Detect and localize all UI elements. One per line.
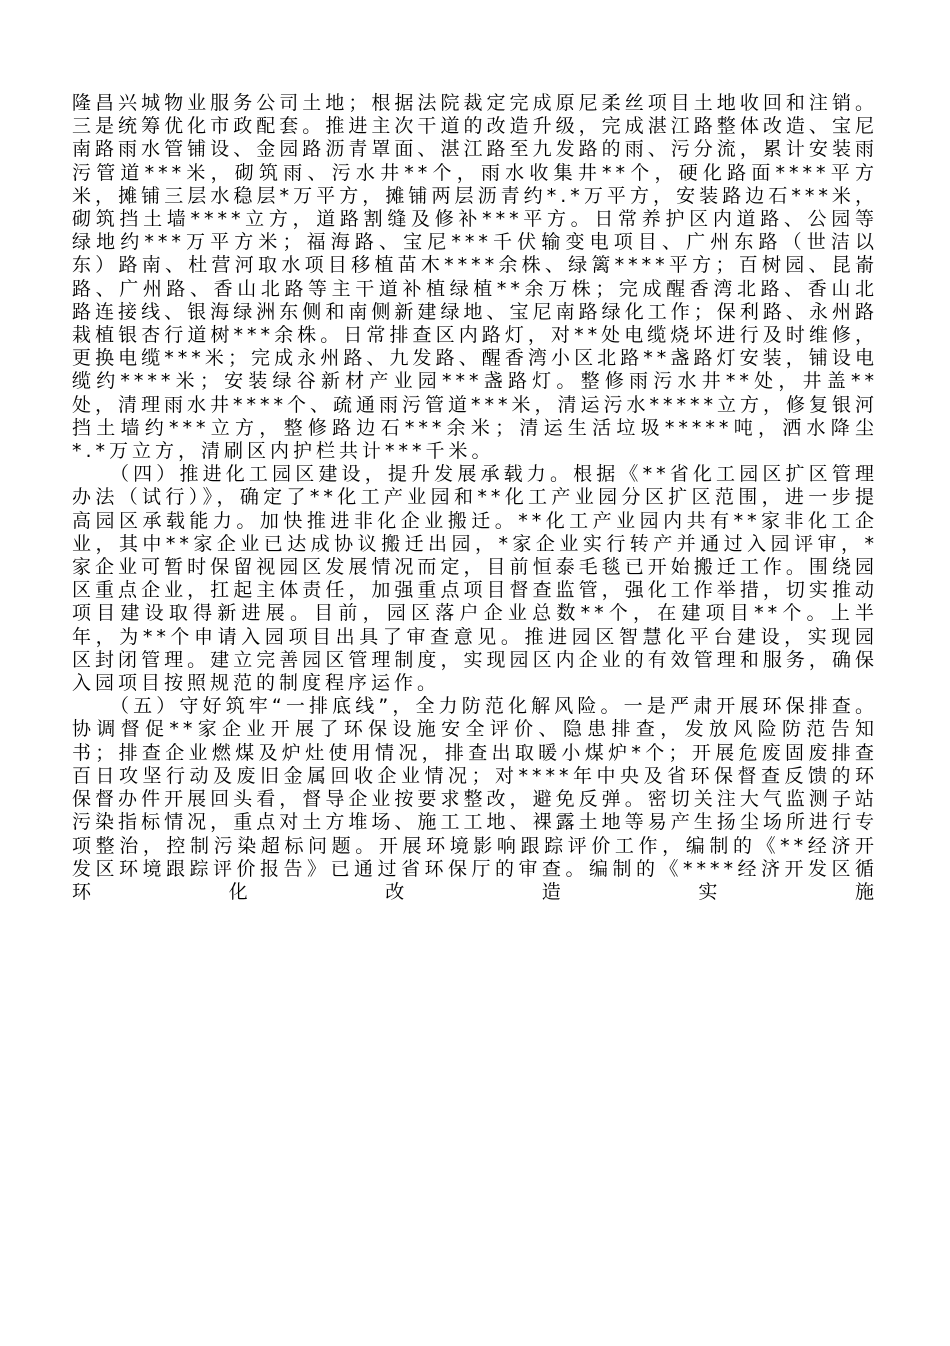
paragraph-chemical-park: （四）推进化工园区建设，提升发展承载力。根据《**省化工园区扩区管理办法（试行）》，确定了**化工产业园和**化工产业园分区扩区范围，进一步提高园区承载能力。加快推进非化企业搬迁。**化工产业园内共有**家非化工企业，其中**家企业已达成协议搬迁出园，*家企业实行转产并通过入园评审，*家企业可暂时保留视园区发展情况而定，目前恒泰毛毯已开始搬迁工作。围绕园区重点企业，扛起主体责任，加强重点项目督查监管，强化工作举措，切实推动项目建设取得新进展。目前，园区落户企业总数**个，在建项目**个。上半年，为**个申请入园项目出具了审查意见。推进园区智慧化平台建设，实现园区封闭管理。建立完善园区管理制度，实现园区内企业的有效管理和服务，确保入园项目按照规范的制度程序运作。	[72, 463, 878, 695]
paragraph-risk-prevention: （五）守好筑牢“一排底线”，全力防范化解风险。一是严肃开展环保排查。协调督促**家企业开展了环保设施安全评价、隐患排查，发放风险防范告知书；排查企业燃煤及炉灶使用情况，排查出取暖小煤炉*个；开展危废固废排查百日攻坚行动及废旧金属回收企业情况；对****年中央及省环保督查反馈的环保督办件开展回头看，督导企业按要求整改，避免反弹。密切关注大气监测子站污染指标情况，重点对土方堆场、施工工地、裸露土地等易产生扬尘场所进行专项整治，控制污染超标问题。开展环境影响跟踪评价工作，编制的《**经济开发区环境跟踪评价报告》已通过省环保厅的审查。编制的《****经济开发区循环化改造实施	[72, 695, 878, 903]
paragraph-municipal-facilities: 隆昌兴城物业服务公司土地；根据法院裁定完成原尼柔丝项目土地收回和注销。三是统筹优化市政配套。推进主次干道的改造升级，完成湛江路整体改造、宝尼南路雨水管铺设、金园路沥青罩面、湛江路至九发路的雨、污分流，累计安装雨污管道***米，砌筑雨、污水井**个，雨水收集井**个，硬化路面****平方米，摊铺三层水稳层*万平方，摊铺两层沥青约*.*万平方，安装路边石***米，砌筑挡土墙****立方，道路割缝及修补***平方。日常养护区内道路、公园等绿地约***万平方米；福海路、宝尼***千伏输变电项目、广州东路（世洁以东）路南、杜营河取水项目移植苗木****余株、绿篱****平方；百树园、昆嵛路、广州路、香山北路等主干道补植绿植**余万株；完成醒香湾北路、香山北路连接线、银海绿洲东侧和南侧新建绿地、宝尼南路绿化工作；保利路、永州路栽植银杏行道树***余株。日常排查区内路灯，对**处电缆烧坏进行及时维修，更换电缆***米；完成永州路、九发路、醒香湾小区北路**盏路灯安装，铺设电缆约****米；安装绿谷新材产业园***盏路灯。整修雨污水井**处，井盖**处，清理雨水井****个、疏通雨污管道***米，清运污水*****立方，修复银河挡土墙约***立方，整修路边石***余米；清运生活垃圾*****吨，洒水降尘*.*万立方，清刷区内护栏共计***千米。	[72, 92, 879, 463]
document-page	[72, 92, 878, 904]
